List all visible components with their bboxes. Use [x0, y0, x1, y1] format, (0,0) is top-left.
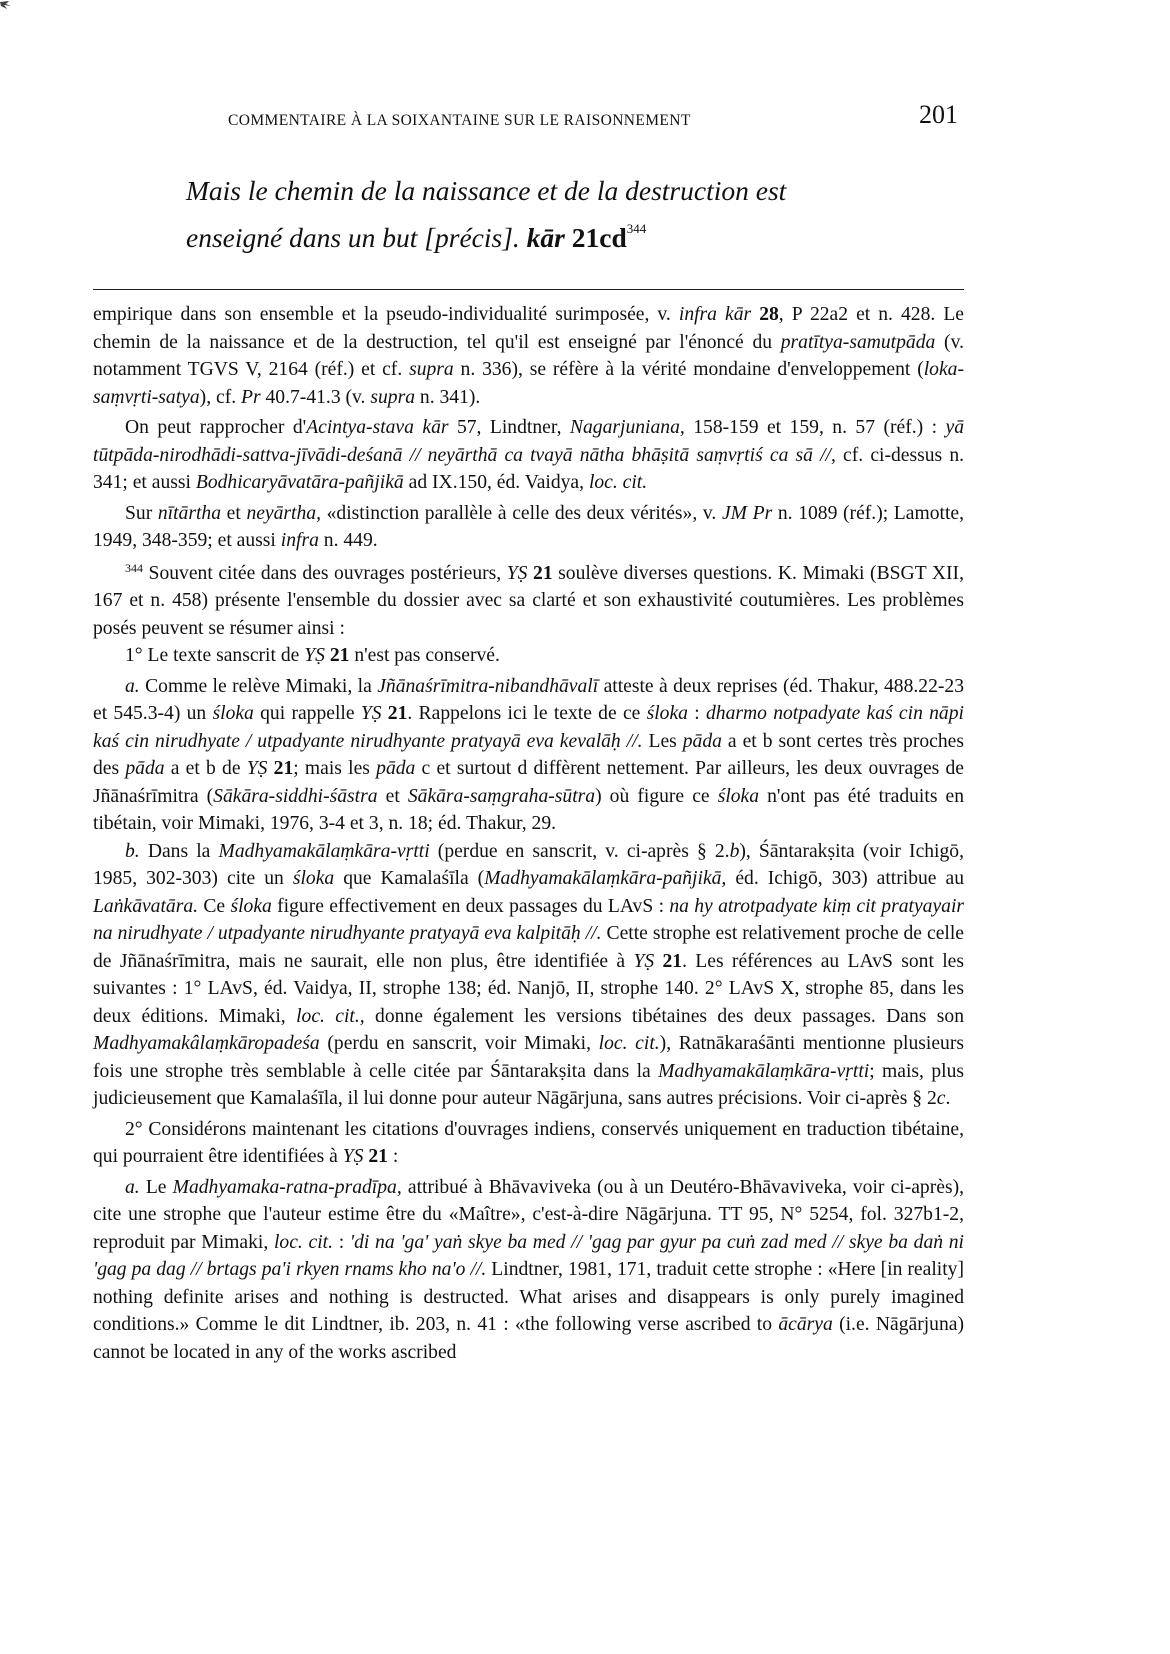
- verse-line-2: [186, 210, 946, 257]
- verse-reference: [527, 222, 627, 253]
- verse-line-1: Mais le chemin de la naissance et de la destruction est: [186, 175, 787, 206]
- running-title: COMMENTAIRE À LA SOIXANTAINE SUR LE RAISONNEMENT: [228, 112, 691, 129]
- verse-line-2-text: enseigné dans un but [précis].: [186, 222, 520, 253]
- point-1b-paragraph: b. Dans la Madhyamakālaṃkāra-vṛtti (perdue en sanscrit, v. ci-après § 2.b), Śāntarakṣita (voir Ichigō, 1985, 302-303) cite un śloka que Kamalaśīla (Madhyamakālaṃkāra-pañjikā, éd. Ichigō, 303) attribue au Laṅkāvatāra. Ce śloka figure effectivement en deux passages du LAvS : na hy atrotpadyate kiṃ cit pratyayair na nirudhyate / utpadyante nirudhyante pratyayā eva kalpitāḥ //. Cette strophe est relativement proche de celle de Jñānaśrīmitra, mais ne saurait, elle non plus, être identifiée à YṢ 21. Les références au LAvS sont les suivantes : 1° LAvS, éd. Vaidya, II, strophe 138; éd. Nanjō, II, strophe 140. 2° LAvS X, strophe 85, dans les deux éditions. Mimaki, loc. cit., donne également les versions tibétaines des deux passages. Dans son Madhyamakâlaṃkāropadeśa (perdu en sanscrit, voir Mimaki, loc. cit.), Ratnākaraśānti mentionne plusieurs fois une strophe très semblable à celle citée par Śāntarakṣita dans la Madhyamakālaṃkāra-vṛtti; mais, plus judicieusement que Kamalaśīla, il lui donne pour auteur Nāgārjuna, sans autres précisions. Voir ci-après § 2c.: [93, 840, 965, 1109]
- verse-footnote-marker: 344: [626, 221, 647, 236]
- footnote-number: 344: [125, 560, 143, 575]
- point-1a-paragraph: a. Comme le relève Mimaki, la Jñānaśrīmitra-nibandhāvalī atteste à deux reprises (éd. Thakur, 488.22-23 et 545.3-4) un śloka qui rappelle YṢ 21. Rappelons ici le texte de ce śloka : dharmo notpadyate kaś cin nāpi kaś cin nirudhyate / utpadyante nirudhyante pratyayā eva kevalāḥ //. Les pāda a et b sont certes très proches des pāda a et b de YṢ 21; mais les pāda c et surtout d diffèrent nettement. Par ailleurs, les deux ouvrages de Jñānaśrīmitra (Sākāra-siddhi-śāstra et Sākāra-saṃgraha-sūtra) où figure ce śloka n'ont pas été traduits en tibétain, voir Mimaki, 1976, 3-4 et 3, n. 18; éd. Thakur, 29.: [93, 675, 965, 834]
- point-1-paragraph: 1° Le texte sanscrit de YṢ 21 n'est pas conservé.: [125, 645, 500, 666]
- page-header: [228, 100, 958, 140]
- footnote-separator: [93, 289, 964, 290]
- point-2a-paragraph: a. Le Madhyamaka-ratna-pradīpa, attribué à Bhāvaviveka (ou à un Deutéro-Bhāvaviveka, voir ci-après), cite une strophe que l'auteur estime être du «Maître», c'est-à-dire Nāgārjuna. TT 95, N° 5254, fol. 327b1-2, reproduit par Mimaki, loc. cit. : 'di na 'ga' yaṅ skye ba med // 'gag par gyur pa cuṅ zad med // skye ba daṅ ni 'gag pa dag // brtags pa'i rkyen rnams kho na'o //. Lindtner, 1981, 171, traduit cette strophe : «Here [in reality] nothing definite arises and nothing is destructed. What arises and disappears is only purely imagined conditions.» Comme le dit Lindtner, ib. 203, n. 41 : «the following verse ascribed to ācārya (i.e. Nāgārjuna) cannot be located in any of the works ascribed: [93, 1176, 964, 1363]
- verse-ref-number: 21cd: [571, 222, 627, 253]
- footnote-paragraph-1: empirique dans son ensemble et la pseudo-individualité surimposée, v. infra kār 28, P 22a2 et n. 428. Le chemin de la naissance et de la destruction, tel qu'il est enseigné par l'énoncé du pratītya-samutpāda (v. notamment TGVS V, 2164 (réf.) et cf. supra n. 336), se réfère à la vérité mondaine d'enveloppement (loka-saṃvṛti-satya), cf. Pr 40.7-41.3 (v. supra n. 341).: [93, 304, 964, 408]
- footnote-paragraph-2: On peut rapprocher d'Acintya-stava kār 57, Lindtner, Nagarjuniana, 158-159 et 159, n. 57 (réf.) : yā tūtpāda-nirodhādi-sattva-jīvādi-deśanā // neyārthā ca tvayā nātha bhāṣitā saṃvṛtiś ca sā //, cf. ci-dessus n. 341; et aussi Bodhicaryāvatāra-pañjikā ad IX.150, éd. Vaidya, loc. cit.: [93, 417, 965, 493]
- page-number: 201: [919, 100, 958, 129]
- footnote-344-paragraph: $^{344}$ Souvent citée dans des ouvrages postérieurs, YṢ 21 soulève diverses questions. K. Mimaki (BSGT XII, 167 et n. 458) présente l'ensemble du dossier avec sa clarté et son exhaustivité coutumières. Les problèmes posés peuvent se résumer ainsi :: [93, 560, 964, 639]
- footnotes: [93, 301, 964, 1366]
- verse-block: [186, 172, 946, 257]
- point-2-paragraph: 2° Considérons maintenant les citations d'ouvrages indiens, conservés uniquement en traduction tibétaine, qui pourraient être identifiées à YṢ 21 :: [93, 1118, 964, 1167]
- scan-speck: [0, 0, 14, 10]
- verse-ref-kar: kār: [526, 222, 565, 253]
- footnote-paragraph-3: Sur nītārtha et neyārtha, «distinction parallèle à celle des deux vérités», v. JM Pr n. 1089 (réf.); Lamotte, 1949, 348-359; et aussi infra n. 449.: [93, 502, 964, 551]
